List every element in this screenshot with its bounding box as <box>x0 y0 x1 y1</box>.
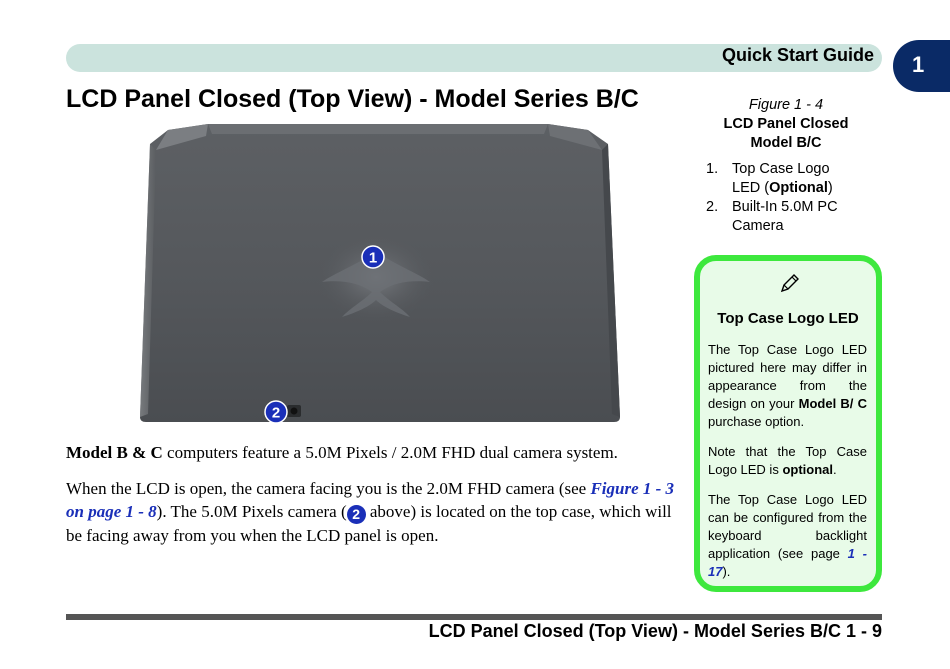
note-paragraph: The Top Case Logo LED pictured here may differ in appearance from the design on your Model B/ C purchase option. <box>708 342 867 429</box>
callout-1-badge <box>362 246 384 268</box>
item-number: 1. <box>706 161 719 177</box>
figure-link[interactable]: Figure 1 - 3 on page 1 - 8 <box>66 479 675 521</box>
laptop-lid-illustration <box>136 122 622 427</box>
callout-list <box>706 160 878 236</box>
svg-text:1: 1 <box>368 249 378 267</box>
note-title: Top Case Logo LED <box>717 310 859 327</box>
item-text: LED (Optional) <box>732 180 833 196</box>
figure-title-line2: Model B/C <box>750 135 822 151</box>
list-item <box>706 160 878 198</box>
footer-text: LCD Panel Closed (Top View) - Model Series B/C 1 - 9 <box>428 621 882 641</box>
body-paragraph: When the LCD is open, the camera facing you is the 2.0M FHD camera (see Figure 1 - 3 on page 1 - 8). The 5.0M Pixels camera ( 2 above) is located on the top case, which will be facing away from you when the LCD panel is open. <box>66 479 675 545</box>
callout-badge: 2 <box>347 505 366 524</box>
footer-rule <box>66 614 882 620</box>
figure-number: Figure 1 - 4 <box>748 97 824 113</box>
laptop-lid-figure <box>136 122 622 427</box>
list-item <box>706 198 878 236</box>
body-paragraph: Model B & C computers feature a 5.0M Pixels / 2.0M FHD dual camera system. <box>66 443 618 462</box>
note-paragraph: The Top Case Logo LED can be configured from the keyboard backlight application (see page 1 - 17). <box>708 492 867 579</box>
figure-caption <box>700 96 872 153</box>
note-box <box>694 255 882 592</box>
page-title: LCD Panel Closed (Top View) - Model Series B/C <box>66 85 639 113</box>
note-paragraph: Note that the Top Case Logo LED is optional. <box>708 444 867 477</box>
pencil-icon <box>778 273 800 295</box>
figure-title-line1: LCD Panel Closed <box>723 116 849 132</box>
page-link[interactable]: 1 - 17 <box>708 546 867 579</box>
item-text: Top Case Logo <box>732 161 830 177</box>
svg-text:2: 2 <box>271 404 281 422</box>
chapter-number: 1 <box>912 52 925 77</box>
callout-2-badge <box>265 401 287 423</box>
guide-title: Quick Start Guide <box>721 45 874 65</box>
item-number: 2. <box>706 199 719 215</box>
item-text: Camera <box>732 218 784 234</box>
item-text: Built-In 5.0M PC <box>732 199 838 215</box>
